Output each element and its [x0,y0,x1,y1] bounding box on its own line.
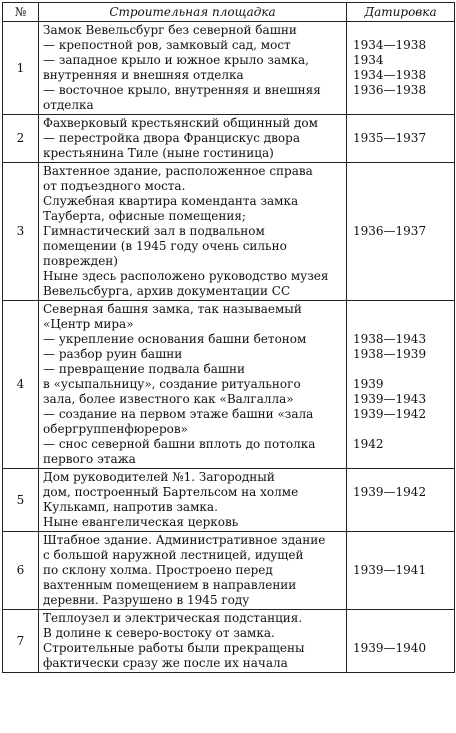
site-line: по склону холма. Простроено перед [43,563,273,577]
date-line [353,470,450,485]
date-line: 1939—1942 [353,407,427,421]
site-line: Вахтенное здание, расположенное справа [43,164,313,178]
site-line: Фахверковый крестьянский общинный дом [43,116,318,130]
site-line: — восточное крыло, внутренняя и внешняя [43,83,321,97]
header-date: Датировка [347,3,455,22]
row-number: 3 [3,163,39,301]
date-line: 1936—1937 [353,224,427,238]
table-header-row [3,3,455,22]
date-line: 1934 [353,53,384,67]
row-number: 5 [3,469,39,532]
date-line [353,23,450,38]
site-line: — укрепление основания башни бетоном [43,332,307,346]
table-row [3,163,455,301]
date-line [353,254,450,269]
date-line: 1934—1938 [353,38,427,52]
site-line: — крепостной ров, замковый сад, мост [43,38,291,52]
date-line: 1939—1942 [353,485,427,499]
date-line [353,533,450,548]
site-line: Ныне здесь расположено руководство музея [43,269,329,283]
site-line: помещении (в 1945 году очень сильно [43,239,287,253]
table-row [3,22,455,115]
row-number: 4 [3,301,39,469]
date-line: 1939—1940 [353,641,427,655]
date-line [353,515,450,530]
site-line: Ныне евангелическая церковь [43,515,239,529]
site-line: — разбор руин башни [43,347,183,361]
dating [347,163,455,301]
date-line [353,593,450,608]
date-line: 1935—1937 [353,131,427,145]
site-line: Вевельсбурга, архив документации СС [43,284,291,298]
date-line [353,626,450,641]
dating [347,610,455,673]
date-line [353,302,450,317]
site-line: деревни. Разрушено в 1945 году [43,593,250,607]
dating [347,115,455,163]
date-line [353,656,450,671]
date-line [353,164,450,179]
date-line [353,362,450,377]
row-number: 7 [3,610,39,673]
construction-site [39,22,347,115]
date-line [353,194,450,209]
date-line [353,548,450,563]
date-line [353,98,450,113]
dating [347,22,455,115]
site-line: крестьянина Тиле (ныне гостиница) [43,146,274,160]
table-body [3,22,455,673]
date-line: 1938—1939 [353,347,427,361]
date-line: 1934—1938 [353,68,427,82]
site-line: — создание на первом этаже башни «зала [43,407,314,421]
site-line: отделка [43,98,94,112]
date-line [353,578,450,593]
table-row [3,115,455,163]
site-line: с большой наружной лестницей, идущей [43,548,304,562]
date-line [353,317,450,332]
construction-site [39,610,347,673]
date-line: 1939—1943 [353,392,427,406]
date-line [353,611,450,626]
construction-site [39,469,347,532]
site-line: Строительные работы были прекращены [43,641,305,655]
construction-site [39,532,347,610]
site-line: в «усыпальницу», создание ритуального [43,377,301,391]
date-line [353,116,450,131]
site-line: внутренняя и внешняя отделка [43,68,244,82]
table-row [3,469,455,532]
header-site: Строительная площадка [39,3,347,22]
date-line [353,284,450,299]
site-line: зала, более известного как «Валгалла» [43,392,294,406]
site-line: — западное крыло и южное крыло замка, [43,53,309,67]
dating [347,532,455,610]
date-line [353,452,450,467]
table-row [3,301,455,469]
dating [347,301,455,469]
site-line: Замок Вевельсбург без северной башни [43,23,297,37]
site-line: Северная башня замка, так называемый [43,302,302,316]
site-line: дом, построенный Бартельсом на холме [43,485,299,499]
site-line: поврежден) [43,254,118,268]
date-line [353,209,450,224]
table-row [3,610,455,673]
site-line: — перестройка двора Францискус двора [43,131,300,145]
construction-table [2,2,455,673]
date-line [353,239,450,254]
date-line: 1942 [353,437,384,451]
date-line: 1938—1943 [353,332,427,346]
date-line [353,500,450,515]
site-line: Штабное здание. Административное здание [43,533,326,547]
site-line: Служебная квартира коменданта замка [43,194,299,208]
date-line [353,269,450,284]
construction-site [39,115,347,163]
row-number: 6 [3,532,39,610]
table-row [3,532,455,610]
construction-site [39,163,347,301]
site-line: Кулькамп, напротив замка. [43,500,218,514]
date-line: 1939—1941 [353,563,427,577]
site-line: Теплоузел и электрическая подстанция. [43,611,303,625]
construction-site [39,301,347,469]
row-number: 1 [3,22,39,115]
site-line: Дом руководителей №1. Загородный [43,470,275,484]
site-line: — превращение подвала башни [43,362,246,376]
date-line [353,179,450,194]
site-line: В долине к северо-востоку от замка. [43,626,275,640]
site-line: вахтенным помещением в направлении [43,578,297,592]
site-line: Гимнастический зал в подвальном [43,224,265,238]
site-line: «Центр мира» [43,317,134,331]
date-line [353,146,450,161]
site-line: обергруппенфюреров» [43,422,188,436]
date-line: 1939 [353,377,384,391]
dating [347,469,455,532]
site-line: первого этажа [43,452,136,466]
site-line: фактически сразу же после их начала [43,656,288,670]
site-line: от подъездного моста. [43,179,186,193]
site-line: — снос северной башни вплоть до потолка [43,437,316,451]
date-line [353,422,450,437]
row-number: 2 [3,115,39,163]
site-line: Тауберта, офисные помещения; [43,209,246,223]
header-num: № [3,3,39,22]
date-line: 1936—1938 [353,83,427,97]
